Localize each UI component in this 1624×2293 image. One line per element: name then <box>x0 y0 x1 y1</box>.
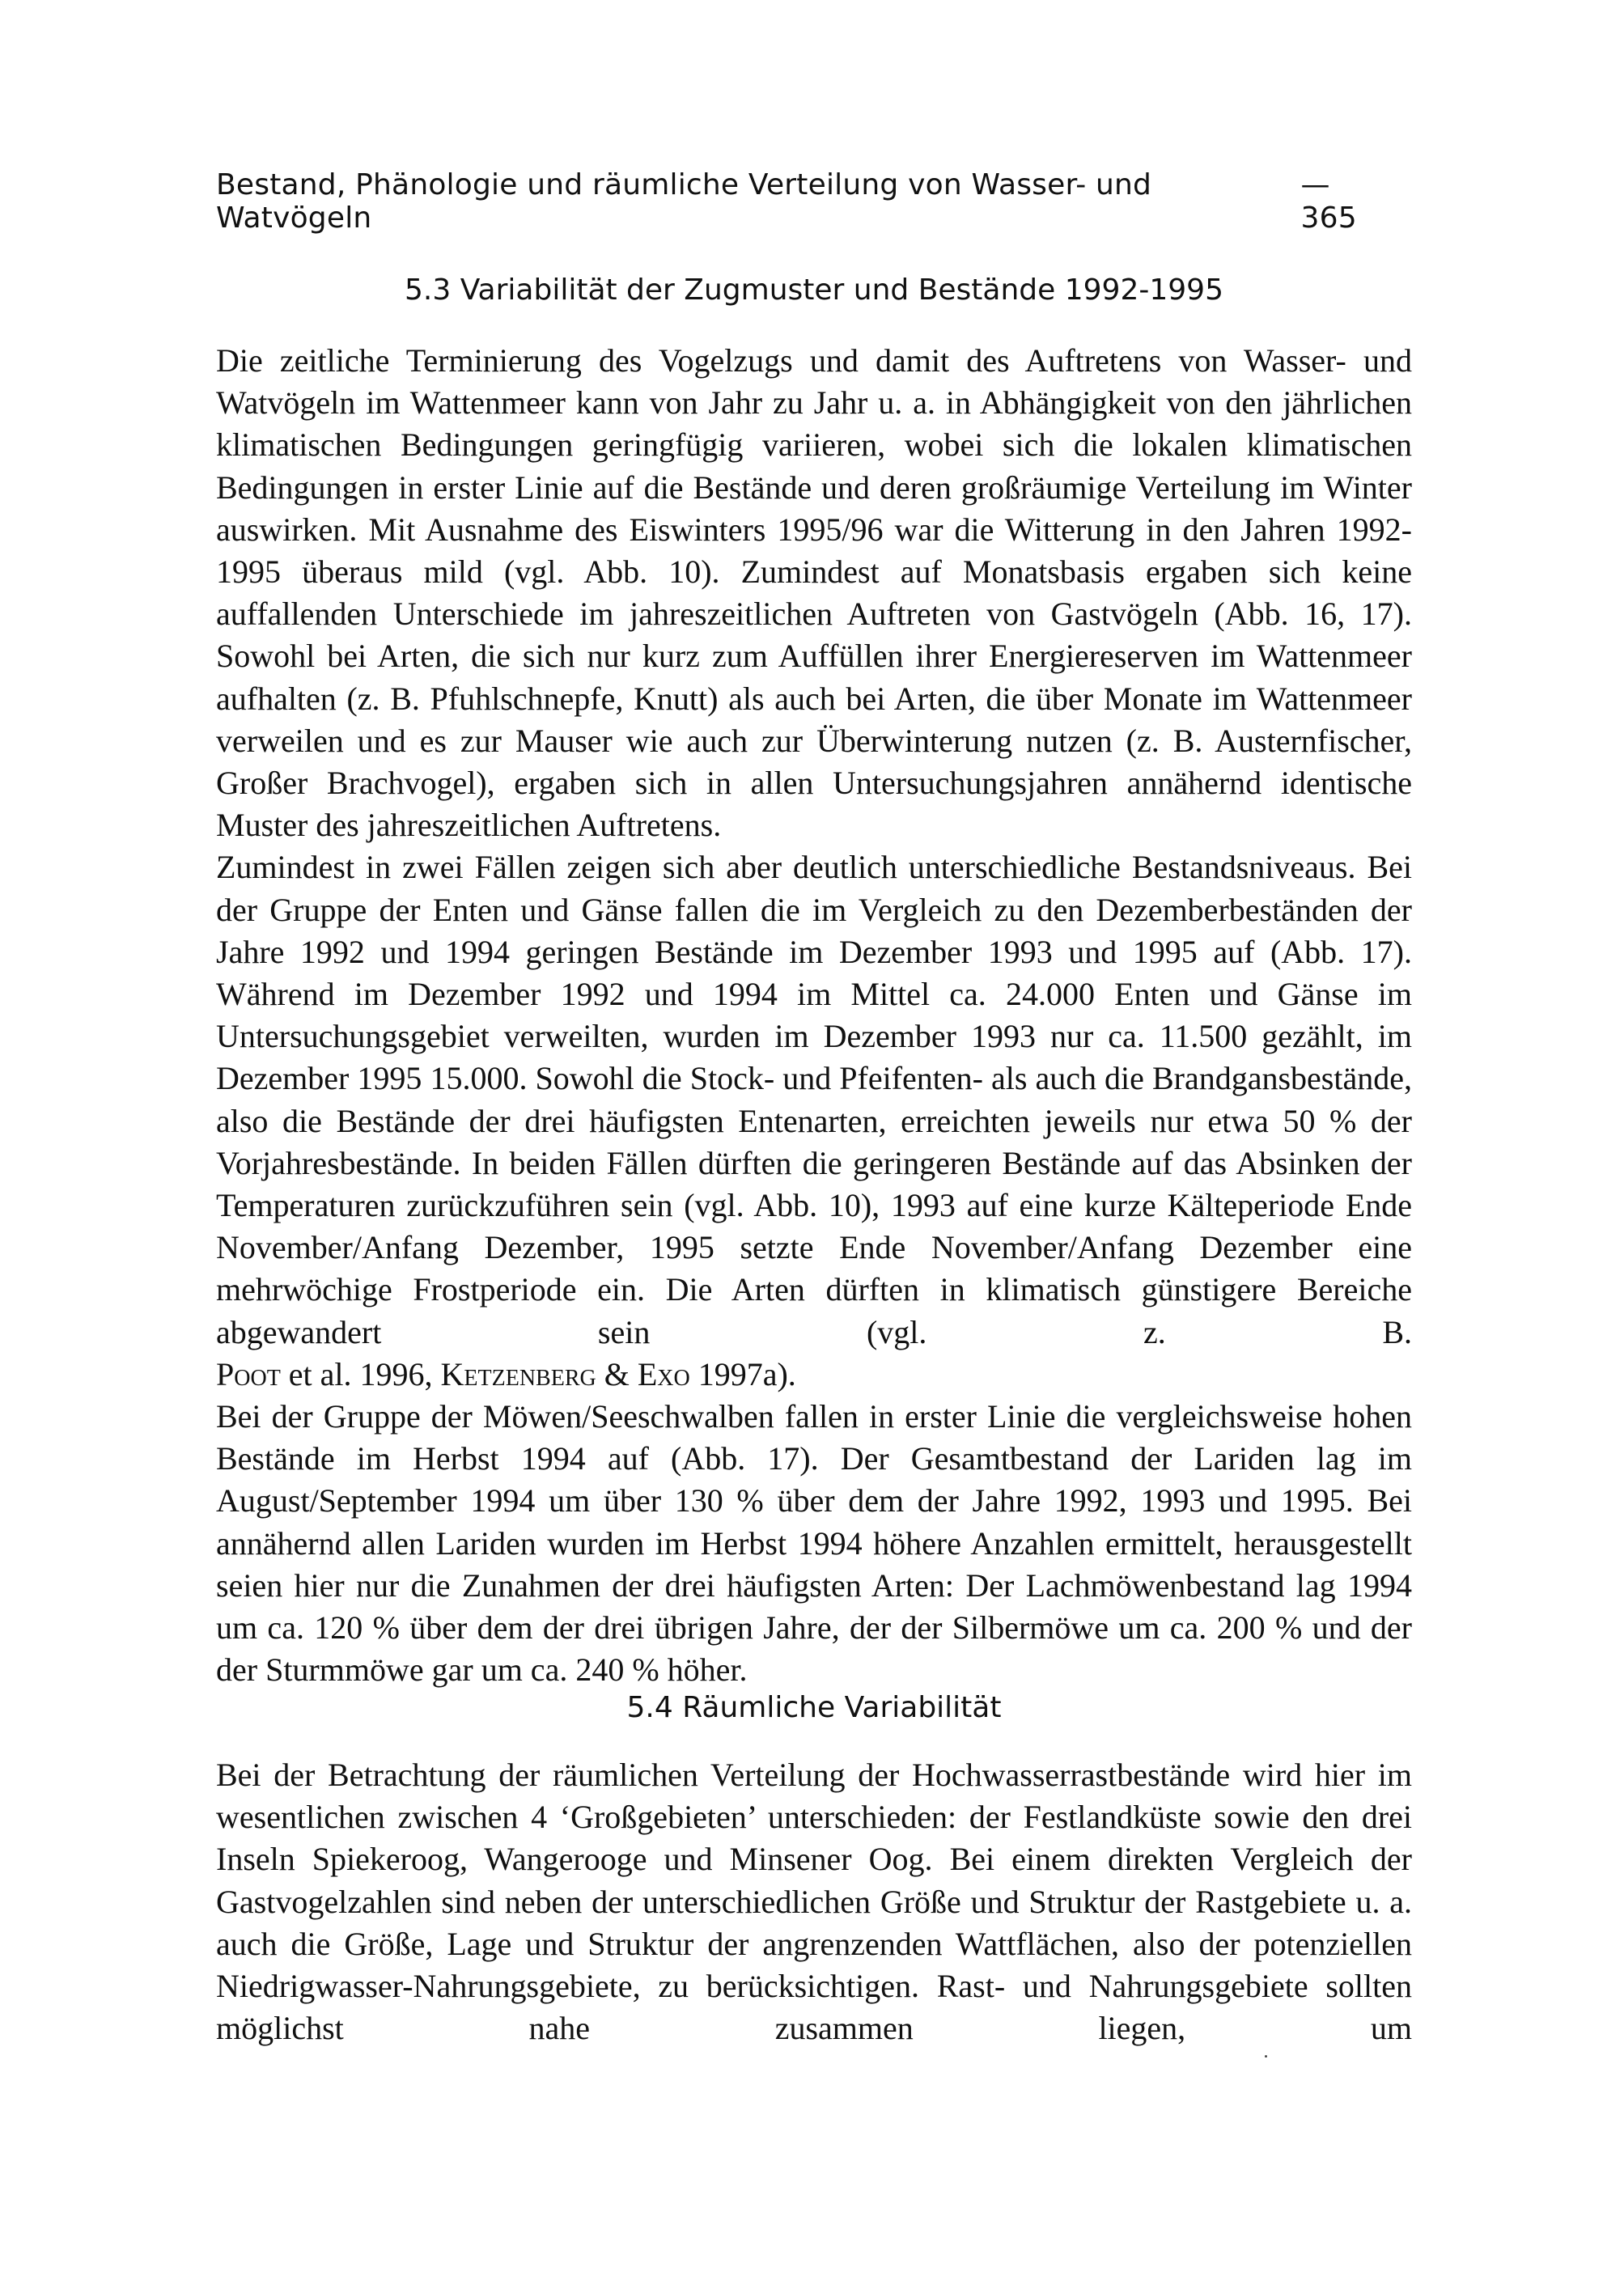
paragraph-spatial-variability: Bei der Betrachtung der räumlichen Verteilung der Hochwasserrastbestände wird hier im wesentlichen zwischen 4 ‘Großgebieten’ unterschieden: der Festlandküste sowie den drei Inseln Spiekeroog, Wangerooge und Minsener Oog. Bei einem direkten Vergleich der Gastvogelzahlen sind neben der unterschiedlichen Größe und Struktur der Rastgebiete u. a. auch die Größe, Lage und Struktur der angrenzenden Wattflächen, also der potenziellen Niedrigwasser-Nahrungsgebiete, zu berücksichtigen. Rast- und Nahrungsgebiete sollten möglichst nahe zusammen liegen, um <box>216 1757 1412 2047</box>
citation-author-ketzenberg: Ketzenberg <box>440 1355 596 1392</box>
header-dash: — <box>1300 168 1330 201</box>
citation-text-3: 1997a). <box>689 1355 796 1392</box>
citation-line <box>216 1354 1412 1396</box>
page-number-group <box>1300 168 1412 235</box>
section-heading-5-4: 5.4 Räumliche Variabilität <box>626 1691 1002 1724</box>
section-body-5-3 <box>216 340 1412 1692</box>
citation-author-poot: Poot <box>216 1355 281 1392</box>
paragraph-migration-timing: Die zeitliche Terminierung des Vogelzugs und damit des Auftretens von Wasser- und Watvögeln im Wattenmeer kann von Jahr zu Jahr u. a. in Abhängigkeit von den jährlichen klimatischen Bedingungen geringfügig variieren, wobei sich die lokalen klimatischen Bedingungen in erster Linie auf die Bestände und deren großräumige Verteilung im Winter auswirken. Mit Ausnahme des Eiswinters 1995/96 war die Witterung in den Jahren 1992-1995 überaus mild (vgl. Abb. 10). Zumindest auf Monatsbasis ergaben sich keine auffallenden Unterschiede im jahreszeitlichen Auftreten von Gastvögeln (Abb. 16, 17). Sowohl bei Arten, die sich nur kurz zum Auffüllen ihrer Energiereserven im Wattenmeer aufhalten (z. B. Pfuhlschnepfe, Knutt) als auch bei Arten, die über Monate im Wattenmeer verweilen und es zur Mauser wie auch zur Überwinterung nutzen (z. B. Austernfischer, Großer Brachvogel), ergaben sich in allen Untersuchungsjahren annähernd identische Muster des jahreszeitlichen Auftretens. <box>216 342 1412 844</box>
paragraph-ducks-geese: Zumindest in zwei Fällen zeigen sich aber deutlich unterschiedliche Bestandsniveaus. Bei der Gruppe der Enten und Gänse fallen die im Vergleich zu den Dezemberbeständen der Jahre 1992 und 1994 geringen Bestände im Dezember 1993 und 1995 auf (Abb. 17). Während im Dezember 1992 und 1994 im Mittel ca. 24.000 Enten und Gänse im Untersuchungsgebiet verweilten, wurden im Dezember 1993 nur ca. 11.500 gezählt, im Dezember 1995 15.000. Sowohl die Stock- und Pfeifenten- als auch die Brandgansbestände, also die Bestände der drei häufigsten Entenarten, erreichten jeweils nur etwa 50 % der Vorjahresbestände. In beiden Fällen dürften die geringeren Bestände auf das Absinken der Temperaturen zurückzuführen sein (vgl. Abb. 10), 1993 auf eine kurze Kälteperiode Ende November/Anfang Dezember, 1995 setzte Ende November/Anfang Dezember eine mehrwöchige Frostperiode ein. Die Arten dürften in klimatisch günstigere Bereiche abgewandert sein (vgl. z. B. <box>216 849 1412 1350</box>
running-header <box>216 168 1412 235</box>
citation-text-2: & <box>596 1355 638 1392</box>
scan-speck <box>1265 2055 1267 2058</box>
citation-text-1: et al. 1996, <box>280 1355 441 1392</box>
paragraph-gulls-terns: Bei der Gruppe der Möwen/Seeschwalben fallen in erster Linie die vergleichsweise hohen Bestände im Herbst 1994 auf (Abb. 17). Der Gesamtbestand der Lariden lag im August/September 1994 um über 130 % über dem der Jahre 1992, 1993 und 1995. Bei annähernd allen Lariden wurden im Herbst 1994 höhere Anzahlen ermittelt, herausgestellt seien hier nur die Zunahmen der drei häufigsten Arten: Der Lachmöwenbestand lag 1994 um ca. 120 % über dem der drei übrigen Jahre, der der Silbermöwe um ca. 200 % und der der Sturmmöwe gar um ca. 240 % höher. <box>216 1398 1412 1689</box>
page-number: 365 <box>1300 201 1357 235</box>
citation-author-exo: Exo <box>637 1355 690 1392</box>
running-title: Bestand, Phänologie und räumliche Verteilung von Wasser- und Watvögeln <box>216 168 1152 235</box>
section-body-5-4 <box>216 1754 1412 2049</box>
section-heading-5-3: 5.3 Variabilität der Zugmuster und Bestände 1992-1995 <box>405 273 1223 307</box>
